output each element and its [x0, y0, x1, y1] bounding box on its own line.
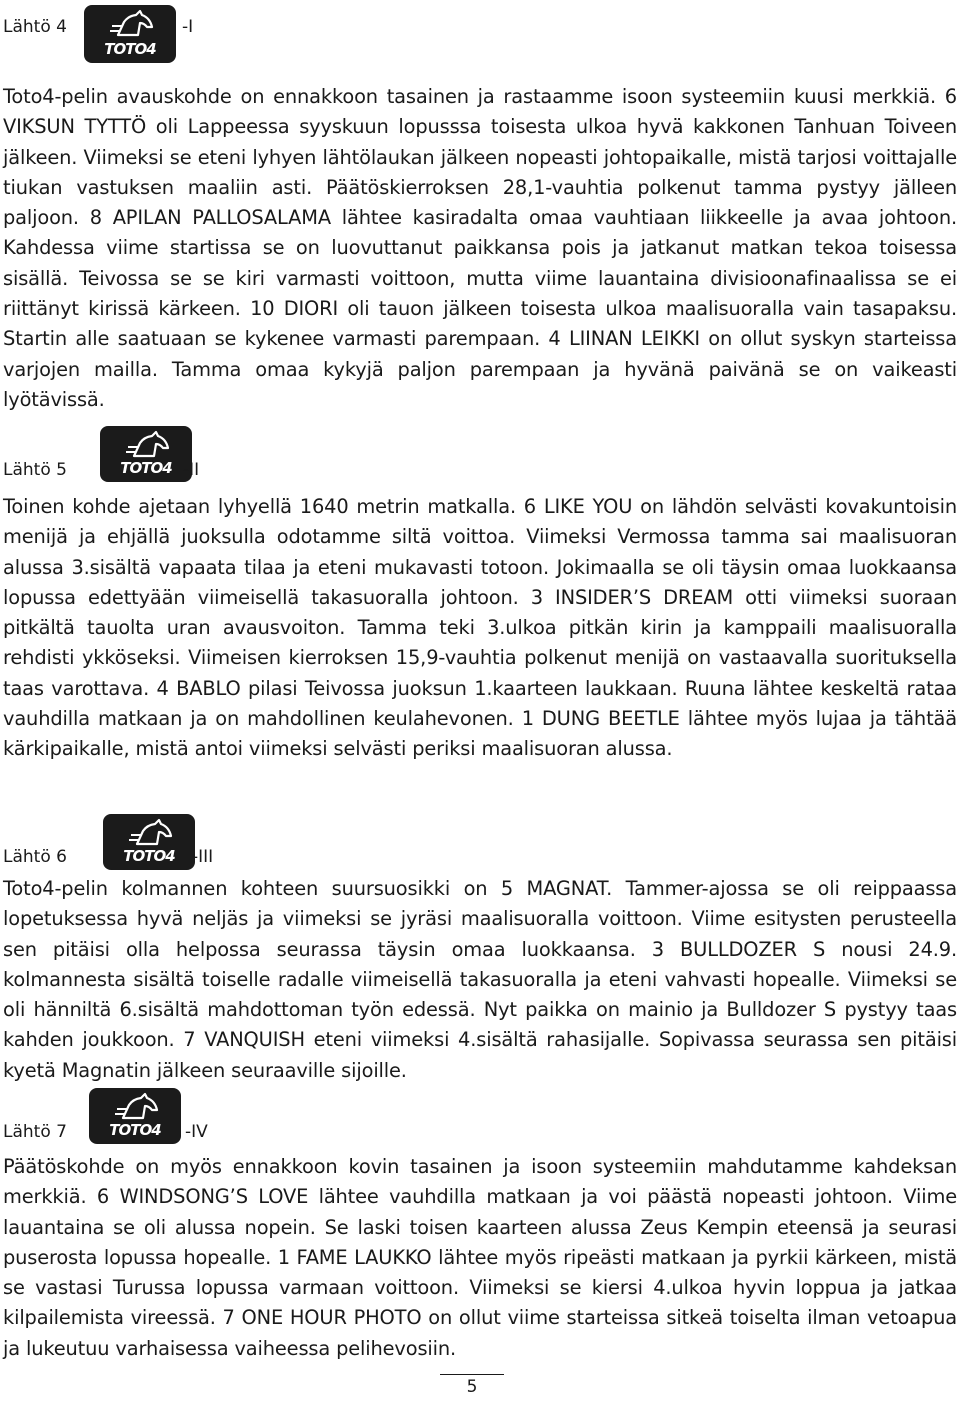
toto4-logo [89, 1088, 181, 1144]
race-text-7: Päätöskohde on myös ennakkoon kovin tasainen ja isoon systeemiin mahdutamme kahdeksan merkkiä. 6 WINDSONG’S LOVE lähtee vauhdilla matkaan ja voi päästä nopeasti johtoon. Viime lauantaina se oli alussa nopein. Se laski toisen kaarteen alussa Zeus Kempin eteensä ja seurasi puserosta lopussa hopealle. 1 FAME LAUKKO lähtee myös ripeästi matkaan ja pyrkii kärkeen, mistä se vastasi Turussa lopussa varmaan voittoon. Viimeksi se kiersi 4.ulkoa hyvin loppua ja jatkaa kilpailemista vireessä. 7 ONE HOUR PHOTO on ollut viime starteissa sitkeä toiselta ilman vetoapua ja lukeutuu varhaisessa vaiheessa pelihevosiin. [3, 1155, 957, 1360]
race-label: Lähtö 6 [3, 847, 67, 867]
race-label: Lähtö 7 [3, 1122, 67, 1142]
race-header-7 [0, 1082, 960, 1152]
leg-label: -II [183, 460, 200, 480]
race-header-6 [0, 812, 960, 882]
logo-text: TOTO4 [120, 459, 172, 477]
logo-text: TOTO4 [109, 1121, 161, 1139]
race-header-5 [0, 424, 960, 494]
race-header-4 [0, 0, 960, 70]
race-label: Lähtö 5 [3, 460, 67, 480]
logo-text: TOTO4 [104, 40, 156, 58]
toto4-logo [103, 814, 195, 870]
leg-label: -I [182, 17, 194, 37]
logo-text: TOTO4 [123, 847, 175, 865]
leg-label: -IV [185, 1122, 208, 1142]
race-text-6: Toto4-pelin kolmannen kohteen suursuosikki on 5 MAGNAT. Tammer-ajossa se oli reippaassa lopetuksessa hyvä neljäs ja viimeksi se jyräsi maalisuoralla voittoon. Viime esitysten perusteella sen pitäisi olla helpossa seurassa täysin omaa luokkaansa. 3 BULLDOZER S nousi 24.9. kolmannesta sisältä toiselle radalle viimeisellä takasuoralla ja eteni vahvasti hopealle. Viimeksi se oli hänniltä 6.sisältä mahdottoman työn edessä. Nyt paikka on mainio ja Bulldozer S pystyy taas kahden joukkoon. 7 VANQUISH eteni viimeksi 4.sisältä rahasijalle. Sopivassa seurassa sen pitäisi kyetä Magnatin jälkeen seuraaville sijoille. [3, 877, 957, 1082]
race-text-4: Toto4-pelin avauskohde on ennakkoon tasainen ja rastaamme isoon systeemiin kuusi merkkiä. 6 VIKSUN TYTTÖ oli Lappeessa syyskuun lopusssa toisesta ulkoa hyvä kakkonen Tanhuan Toiveen jälkeen. Viimeksi se eteni lyhyen lähtölaukan jälkeen nopeasti johtopaikalle, mistä tarjosi voittajalle tiukan vastuksen maaliin asti. Päätöskierroksen 28,1-vauhtia polkenut tamma pystyy jälleen paljoon. 8 APILAN PALLOSALAMA lähtee kasiradalta omaa vauhtiaan liikkeelle ja avaa johtoon. Kahdessa viime startissa se on luovuttanut paikkansa pois ja jatkanut matkan tekoa toisessa sisällä. Teivossa se se kiri varmasti voittoon, mutta viime lauantaina divisioonafinaalissa se ei riittänyt kirissä kärkeen. 10 DIORI oli tauon jälkeen toisesta ulkoa maalisuoralla vain tasapaksu. Startin alle saatuaan se kykenee varmasti parempaan. 4 LIINAN LEIKKI on ollut syskyn starteissa varjojen mailla. Tamma omaa kykyjä paljon parempaan ja hyvänä paivänä se on vaikeasti lyötävissä. [3, 85, 957, 411]
toto4-logo [100, 426, 192, 482]
page-number: 5 [440, 1374, 504, 1397]
leg-label: -III [192, 847, 214, 867]
race-label: Lähtö 4 [3, 17, 67, 37]
toto4-logo [84, 5, 176, 63]
race-text-5: Toinen kohde ajetaan lyhyellä 1640 metrin matkalla. 6 LIKE YOU on lähdön selvästi kovakuntoisin menijä ja ehjällä juoksulla odotamme siltä voittoa. Viimeksi Vermossa tamma sai maalisuoran alussa 3.sisältä vapaata tilaa ja eteni mukavasti totoon. Jokimaalla se oli täysin omaa luokkaansa lopussa edettyään viimeisellä takasuoralla johtoon. 3 INSIDER’S DREAM otti viimeksi suoraan pitkältä tauolta uran avausvoiton. Tamma teki 3.ulkoa pitkän kirin ja kamppaili maalisuoralla rehdisti ykköseksi. Viimeisen kierroksen 15,9-vauhtia polkenut menijä on vastaavalla suorituksella taas varottava. 4 BABLO pilasi Teivossa juoksun 1.kaarteen laukkaan. Ruuna lähtee keskeltä rataa vauhdilla matkaan ja on mahdollinen keulahevonen. 1 DUNG BEETLE lähtee myös lujaa ja tähtää kärkipaikalle, mistä antoi viimeksi selvästi periksi maalisuoran alussa. [3, 495, 957, 761]
